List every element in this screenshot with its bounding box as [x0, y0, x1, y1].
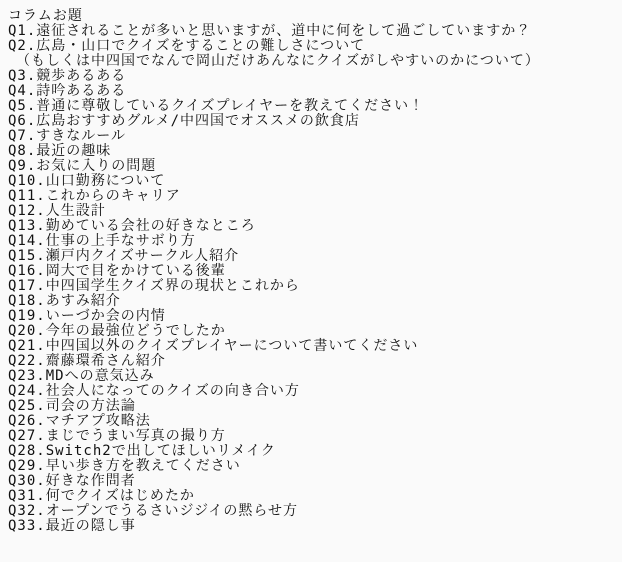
topic-line: Q11.これからのキャリア — [8, 188, 181, 204]
topic-line: Q29.早い歩き方を教えてください — [8, 458, 241, 474]
topic-line: Q5.普通に尊敬しているクイズプレイヤーを教えてください！ — [8, 98, 425, 114]
topic-line: Q23.MDへの意気込み — [8, 368, 155, 384]
topic-line: Q33.最近の隠し事 — [8, 518, 136, 534]
topic-line: Q8.最近の趣味 — [8, 143, 112, 159]
document-title: コラムお題 — [8, 8, 83, 24]
topic-line: Q1.遠征されることが多いと思いますが、道中に何をして過ごしていますか？ — [8, 23, 532, 39]
topic-line: Q4.詩吟あるある — [8, 83, 127, 99]
topic-line: Q3.競歩あるある — [8, 68, 127, 84]
topic-line: Q12.人生設計 — [8, 203, 106, 219]
topic-line: Q27.まじでうまい写真の撮り方 — [8, 428, 226, 444]
topic-line: Q19.いーづか会の内情 — [8, 308, 166, 324]
topic-line: Q25.司会の方法論 — [8, 398, 136, 414]
topic-line: Q21.中四国以外のクイズプレイヤーについて書いてください — [8, 338, 419, 354]
topic-line: Q18.あすみ紹介 — [8, 293, 121, 309]
topic-list — [8, 24, 620, 534]
topic-line: Q2.広島・山口でクイズをすることの難しさについて — [8, 38, 366, 54]
topic-line: Q10.山口勤務について — [8, 173, 166, 189]
topic-line: Q30.好きな作問者 — [8, 473, 136, 489]
topic-line: Q17.中四国学生クイズ界の現状とこれから — [8, 278, 300, 294]
topic-line: Q28.Switch2で出してほしいリメイク — [8, 443, 276, 459]
topic-line: Q14.仕事の上手なサボり方 — [8, 233, 196, 249]
topic-line: Q7.すきなルール — [8, 128, 127, 144]
topic-line: Q9.お気に入りの問題 — [8, 158, 157, 174]
topic-line: Q31.何でクイズはじめたか — [8, 488, 195, 504]
topic-line: （もしくは中四国でなんで岡山だけあんなにクイズがしやすいのかについて） — [8, 53, 540, 69]
topic-line: Q26.マチアプ攻略法 — [8, 413, 151, 429]
topic-line: Q13.勤めている会社の好きなところ — [8, 218, 256, 234]
topic-line: Q6.広島おすすめグルメ/中四国でオススメの飲食店 — [8, 113, 360, 129]
topic-line: Q16.岡大で目をかけている後輩 — [8, 263, 226, 279]
topic-line: Q20.今年の最強位どうでしたか — [8, 323, 226, 339]
topic-line: Q32.オープンでうるさいジジイの黙らせ方 — [8, 503, 298, 519]
topic-line: Q22.齋藤環希さん紹介 — [8, 353, 166, 369]
topic-line: Q15.瀬戸内クイズサークル人紹介 — [8, 248, 240, 264]
topic-line: Q24.社会人になってのクイズの向き合い方 — [8, 383, 300, 399]
